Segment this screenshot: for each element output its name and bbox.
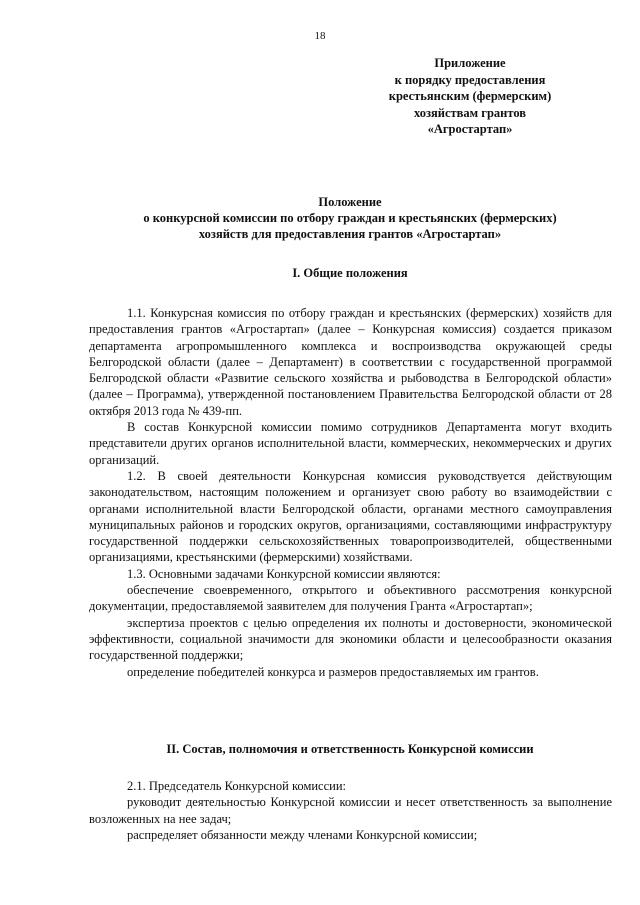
appendix-line: крестьянским (фермерским) [388,89,552,103]
paragraph: руководит деятельностью Конкурсной комиссии и несет ответственность за выполнение возложенных на нее задач; [89,795,612,826]
paragraph: 1.2. В своей деятельности Конкурсная комиссия руководствуется действующим законодательством, настоящим положением и организует свою работу во взаимодействии с органами исполнительной власти Белгородской области, органами местного самоуправления муниципальных районов и городских округов, организациями, составляющими инфраструктуру государственной поддержки сельскохозяйственных товаропроизводителей, общественными организациями, крестьянскими (фермерскими) хозяйствами. [89,468,612,565]
appendix-line: «Агростартап» [427,122,513,136]
appendix-line: хозяйствам грантов [413,105,527,120]
paragraph: обеспечение своевременного, открытого и объективного рассмотрения конкурсной документации, предоставляемой заявителем для получения Гранта «Агростартап»; [89,583,612,614]
section-heading-composition: II. Состав, полномочия и ответственность Конкурсной комиссии [166,742,534,756]
paragraph: 2.1. Председатель Конкурсной комиссии: [127,779,346,793]
paragraph: 1.1. Конкурсная комиссия по отбору граждан и крестьянских (фермерских) хозяйств для предоставления грантов «Агростартап» (далее – Конкурсная комиссия) создается приказом департамента агропромышленного комплекса и воспроизводства окружающей среды Белгородской области (далее – Департамент) в соответствии с государственной программой Белгородской области «Развитие сельского хозяйства и рыбоводства в Белгородской области» (далее – Программа), утвержденной постановлением Правительства Белгородской области от 28 октября 2013 года № 439-пп. [89,306,612,418]
paragraph: распределяет обязанности между членами Конкурсной комиссии; [127,827,478,842]
document-title [80,194,620,242]
appendix-block [360,55,580,138]
paragraph: определение победителей конкурса и размеров предоставляемых им грантов. [127,664,539,679]
appendix-line: Приложение [434,56,506,70]
paragraph: В состав Конкурсной комиссии помимо сотрудников Департамента могут входить представители других органов исполнительной власти, коммерческих, некоммерческих и других организаций. [89,420,612,467]
section-general-body [89,305,612,680]
title-line: хозяйств для предоставления грантов «Агростартап» [198,227,502,241]
title-line: Положение [318,195,382,209]
section-heading-general: I. Общие положения [292,266,408,280]
page-number: 18 [314,30,326,42]
paragraph: экспертиза проектов с целью определения их полноты и достоверности, экономической эффективности, социальной значимости для экономики области и целесообразности оказания государственной поддержки; [89,615,612,663]
section-composition-body [89,778,612,843]
title-line: о конкурсной комиссии по отбору граждан и крестьянских (фермерских) [143,211,557,225]
paragraph: 1.3. Основными задачами Конкурсной комиссии являются: [127,566,441,581]
appendix-line: к порядку предоставления [394,72,546,87]
